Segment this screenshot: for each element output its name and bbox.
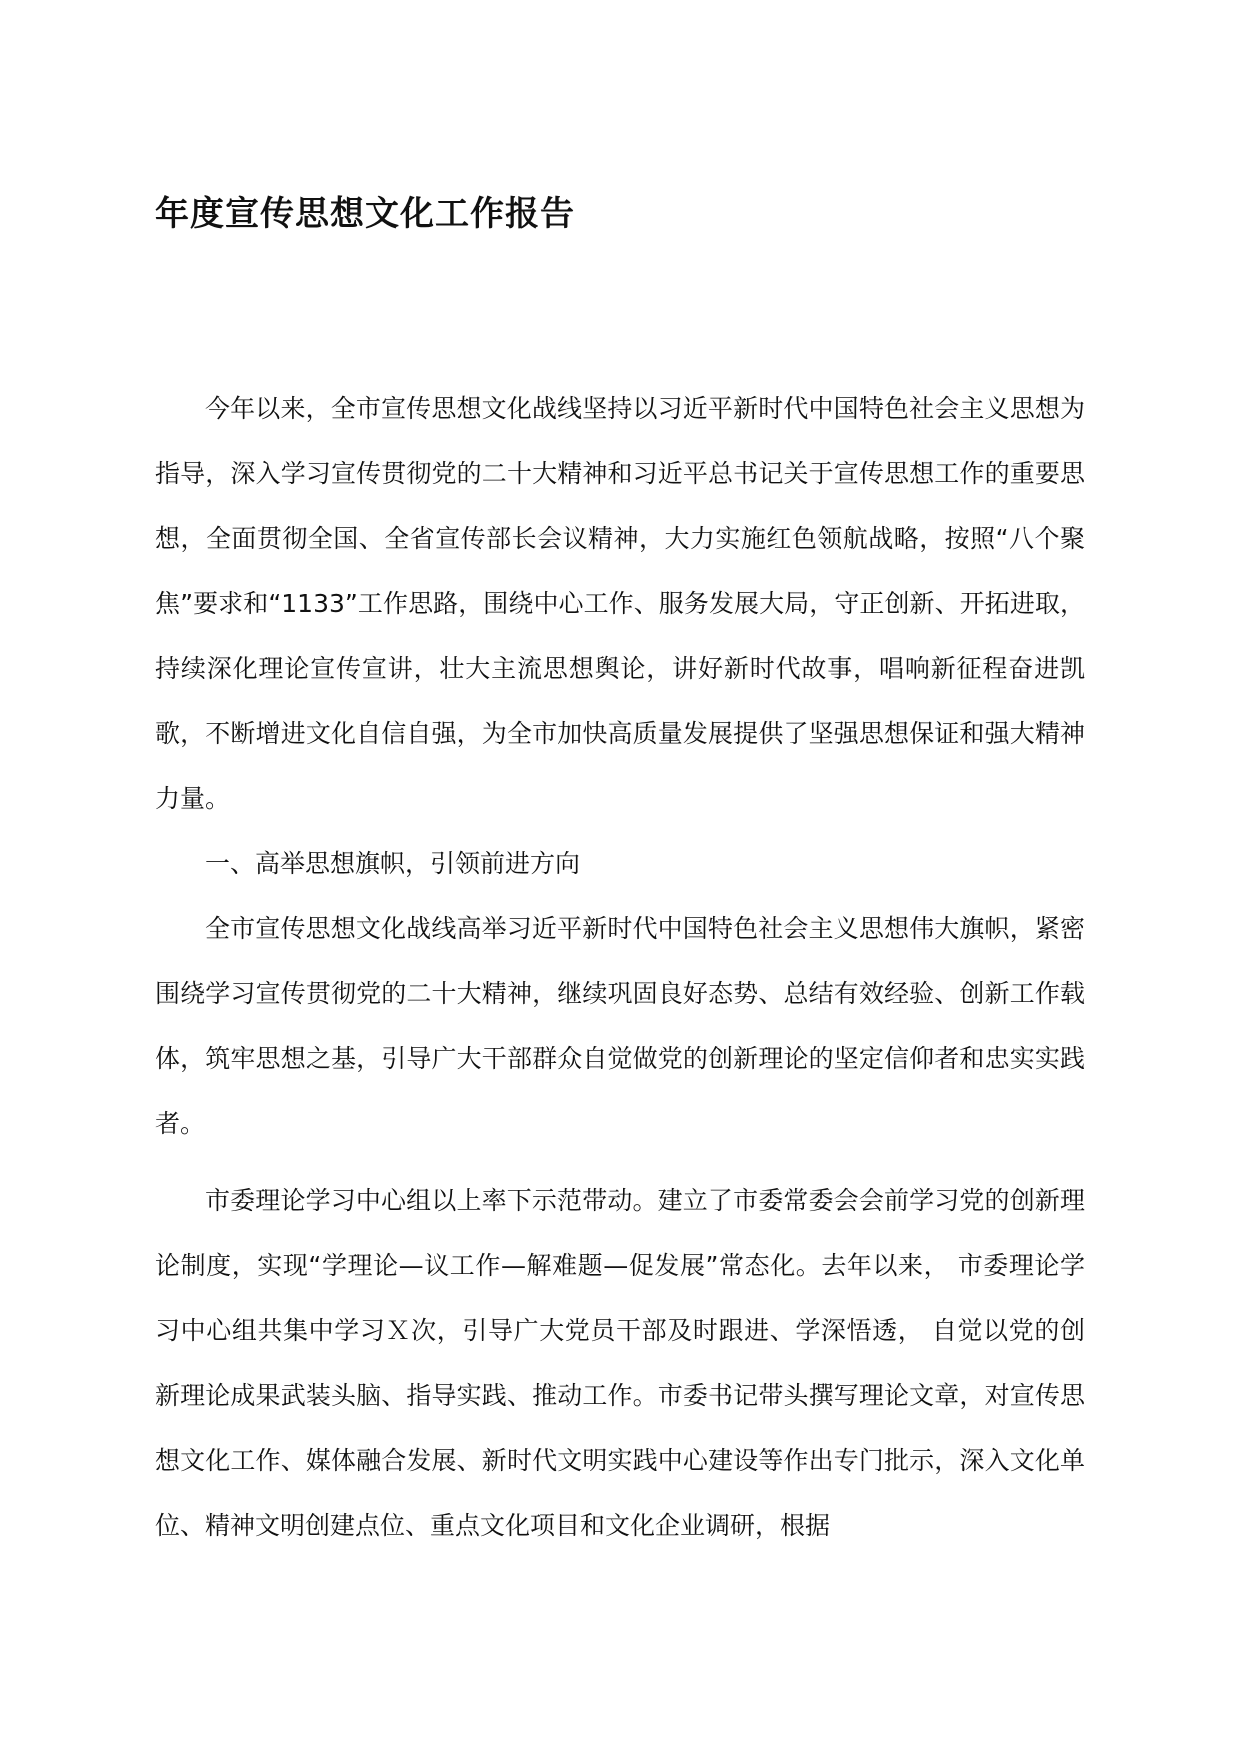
study-group-paragraph: 市委理论学习中心组以上率下示范带动。建立了市委常委会会前学习党的创新理论制度，实现“学理论—议工作—解难题—促发展”常态化。去年以来， 市委理论学习中心组共集中学习Ｘ次，引导广大党员干部及时跟进、学深悟透， 自觉以党的创新理论成果武装头脑、指导实践、推动工作。市委书记带头撰写理论文章，对宣传思想文化工作、媒体融合发展、新时代文明实践中心建设等作出专门批示，深入文化单位、精神文明创建点位、重点文化项目和文化企业调研，根据 — [155, 1186, 1085, 1540]
document-title: 年度宣传思想文化工作报告 — [155, 194, 575, 234]
document-body — [155, 376, 1085, 1558]
section-1-paragraph: 全市宣传思想文化战线高举习近平新时代中国特色社会主义思想伟大旗帜，紧密围绕学习宣传贯彻党的二十大精神，继续巩固良好态势、总结有效经验、创新工作载体，筑牢思想之基，引导广大干部群众自觉做党的创新理论的坚定信仰者和忠实实践者。 — [155, 914, 1085, 1138]
intro-paragraph: 今年以来，全市宣传思想文化战线坚持以习近平新时代中国特色社会主义思想为指导，深入学习宣传贯彻党的二十大精神和习近平总书记关于宣传思想工作的重要思想，全面贯彻全国、全省宣传部长会议精神，大力实施红色领航战略，按照“八个聚焦”要求和“1133”工作思路，围绕中心工作、服务发展大局，守正创新、开拓进取，持续深化理论宣传宣讲，壮大主流思想舆论，讲好新时代故事，唱响新征程奋进凯歌，不断增进文化自信自强，为全市加快高质量发展提供了坚强思想保证和强大精神力量。 — [155, 394, 1085, 813]
section-heading-1: 一、高举思想旗帜，引领前进方向 — [205, 849, 581, 878]
